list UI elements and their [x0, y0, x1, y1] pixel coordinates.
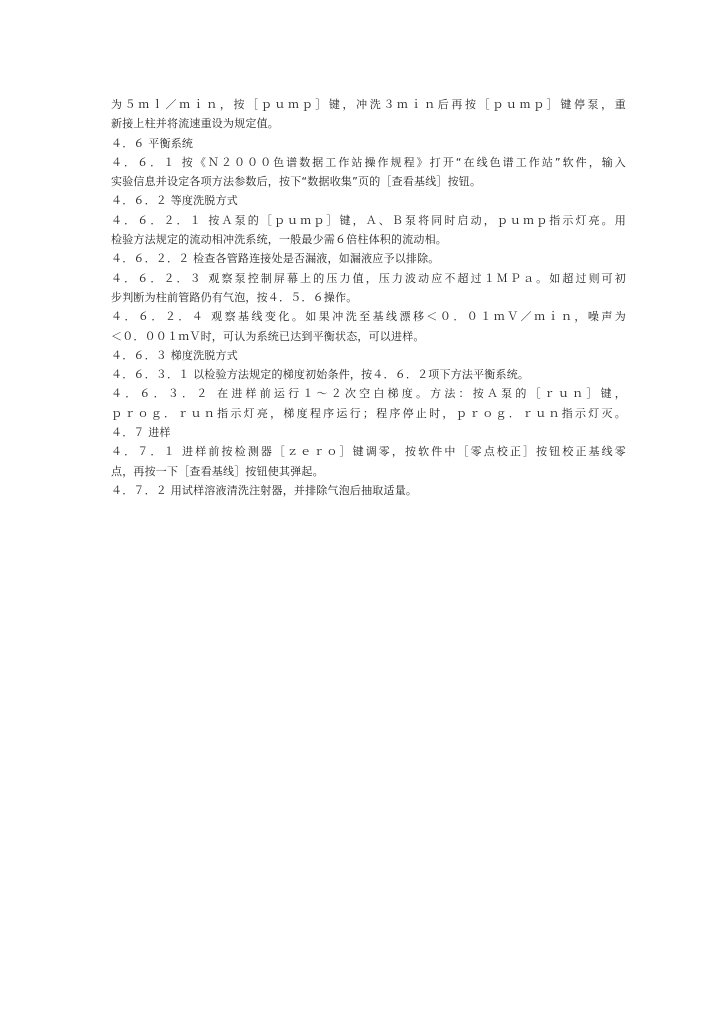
text-line: 步判断为柱前管路仍有气泡，按４．５．６操作。 — [111, 290, 358, 304]
text-line: ４．６．２．１ 按Ａ泵的［ｐｕｍｐ］键，Ａ、Ｂ泵将同时启动，ｐｕｍｐ指示灯亮。用 — [111, 213, 626, 227]
text-line: ４．６．３．２ 在进样前运行１～２次空白梯度。方法：按Ａ泵的［ｒｕｎ］键， — [111, 387, 626, 401]
text-line: 为５ｍｌ／ｍｉｎ，按［ｐｕｍｐ］键，冲洗３ｍｉｎ后再按［ｐｕｍｐ］键停泵，重 — [111, 98, 626, 111]
section-heading: ４．７ 进样 — [111, 426, 171, 440]
text-line: 检验方法规定的流动相冲洗系统，一般最少需６倍柱体积的流动相。 — [111, 233, 447, 247]
text-line: ４．６．２．２ 检查各管路连接处是否漏液，如漏液应予以排除。 — [111, 252, 440, 266]
text-line: ４．７．１ 进样前按检测器［ｚｅｒｏ］键调零，按软件中［零点校正］按钮校正基线零 — [111, 445, 626, 459]
text-line: 点，再按一下［查看基线］按钮使其弹起。 — [111, 464, 324, 478]
text-line: ４．６．２．４ 观察基线变化。如果冲洗至基线漂移＜０．０１ｍＶ／ｍｉｎ，噪声为 — [111, 310, 626, 324]
text-line: ＜０．００１ｍＶ时，可认为系统已达到平衡状态，可以进样。 — [111, 329, 425, 343]
text-line: ４．６．３．１ 以检验方法规定的梯度初始条件，按４．６．２项下方法平衡系统。 — [111, 368, 530, 382]
subsection-heading: ４．６．２ 等度洗脱方式 — [111, 194, 238, 208]
text-line: 新接上柱并将流速重设为规定值。 — [111, 117, 279, 131]
subsection-heading: ４．６．３ 梯度洗脱方式 — [111, 348, 238, 362]
text-line: ４．６．２．３ 观察泵控制屏幕上的压力值，压力波动应不超过１ＭＰａ。如超过则可初 — [111, 271, 626, 285]
text-line: ４．６．１ 按《Ｎ２０００色谱数据工作站操作规程》打开“在线色谱工作站”软件，输入 — [111, 155, 626, 169]
text-line: ４．７．２ 用试样溶液清洗注射器，并排除气泡后抽取适量。 — [111, 483, 418, 497]
section-heading: ４．６ 平衡系统 — [111, 136, 194, 150]
text-line: 实验信息并设定各项方法参数后，按下“数据收集”页的［查看基线］按钮。 — [111, 175, 482, 189]
document-body — [111, 95, 626, 500]
text-line: ｐｒｏｇ．ｒｕｎ指示灯亮，梯度程序运行；程序停止时，ｐｒｏｇ．ｒｕｎ指示灯灭。 — [111, 406, 626, 420]
